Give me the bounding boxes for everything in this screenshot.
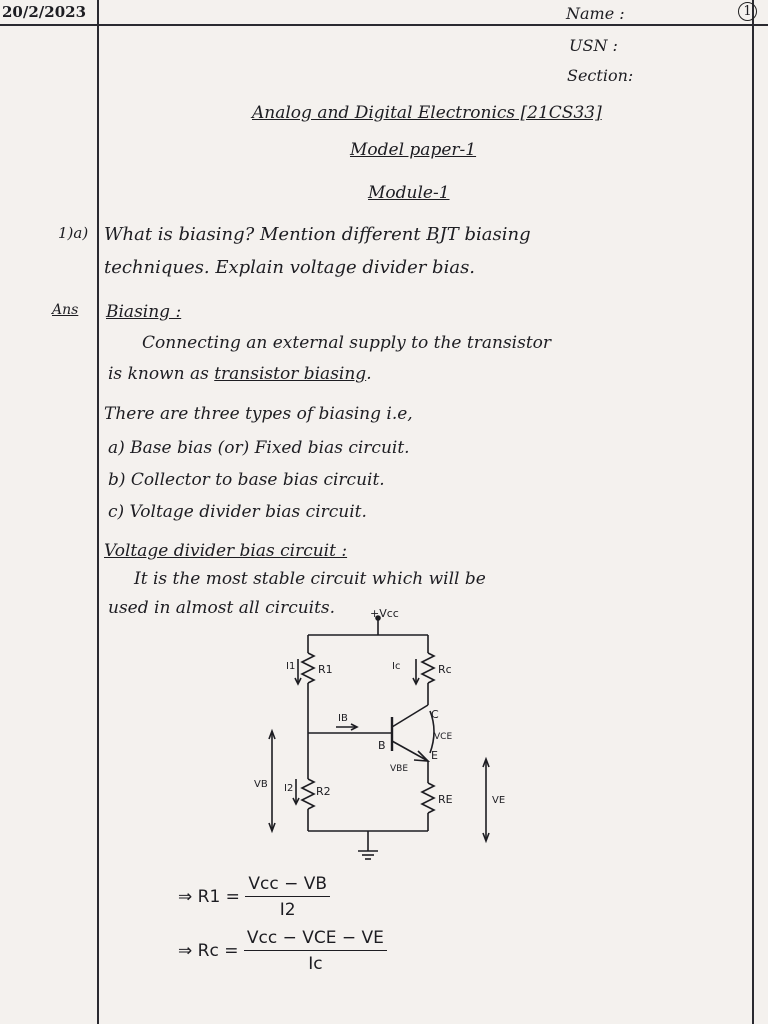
question-number: 1)a) [58,224,89,242]
section-label: Section: [567,66,634,85]
name-label: Name : [566,4,625,23]
rc-resistor [422,653,434,683]
type-a: a) Base bias (or) Fixed bias circuit. [108,438,410,458]
vcc-label: +Vcc [370,607,399,620]
top-rule-line [0,24,768,26]
page-number: 1 [738,2,757,21]
vd-line-2: used in almost all circuits. [108,598,336,618]
left-margin-line [97,0,99,1024]
emitter-arrowhead [414,751,428,761]
answer-label: Ans [52,302,79,318]
base-label: B [378,739,386,752]
rc-label: Rc [438,663,452,676]
types-intro: There are three types of biasing i.e, [104,404,413,424]
definition-period: . [366,364,372,384]
type-b: b) Collector to base bias circuit. [108,470,385,490]
biasing-heading: Biasing : [106,302,182,322]
vd-heading: Voltage divider bias circuit : [104,541,348,561]
ic-label: Ic [392,661,401,672]
formula-r1 [178,874,330,920]
transistor-emitter [392,741,428,761]
r1-resistor [302,653,314,683]
re-resistor [422,783,434,813]
vbe-label: VBE [390,764,409,774]
definition-text: is known as [108,364,215,384]
r2-resistor [302,779,314,809]
formula-rc [178,928,387,974]
i2-label: I2 [284,783,294,794]
transistor-collector [392,705,428,727]
formula-rc-fraction [244,928,387,974]
course-title: Analog and Digital Electronics [21CS33] [252,103,602,123]
vd-line-1: It is the most stable circuit which will be [134,569,486,589]
question-line-2: techniques. Explain voltage divider bias. [104,257,476,278]
question-line-1: What is biasing? Mention different BJT biasing [104,224,531,245]
formula-rc-denominator: Ic [308,954,323,974]
emitter-label: E [431,749,438,762]
paper-title: Model paper-1 [350,140,477,160]
voltage-divider-circuit [230,605,520,875]
formula-r1-lhs: ⇒ R1 = [178,887,240,907]
formula-r1-denominator: I2 [279,900,296,920]
i1-label: I1 [286,661,296,672]
formula-r1-numerator: Vcc − VB [245,874,330,897]
re-label: RE [438,793,453,806]
formula-rc-lhs: ⇒ Rc = [178,941,239,961]
definition-line-2 [108,364,372,384]
formula-rc-numerator: Vcc − VCE − VE [244,928,387,951]
date: 20/2/2023 [2,3,87,21]
r2-label: R2 [316,785,331,798]
ve-label: VE [492,795,506,806]
r1-label: R1 [318,663,333,676]
type-c: c) Voltage divider bias circuit. [108,502,367,522]
vce-label: VCE [434,732,453,742]
module-title: Module-1 [368,183,450,203]
ib-label: IB [338,713,348,724]
usn-label: USN : [569,36,618,55]
vb-label: VB [254,779,268,790]
formula-r1-fraction [245,874,330,920]
right-margin-line [752,0,754,1024]
definition-line-1: Connecting an external supply to the transistor [142,333,552,353]
definition-term: transistor biasing [214,364,367,384]
collector-label: C [431,708,439,721]
